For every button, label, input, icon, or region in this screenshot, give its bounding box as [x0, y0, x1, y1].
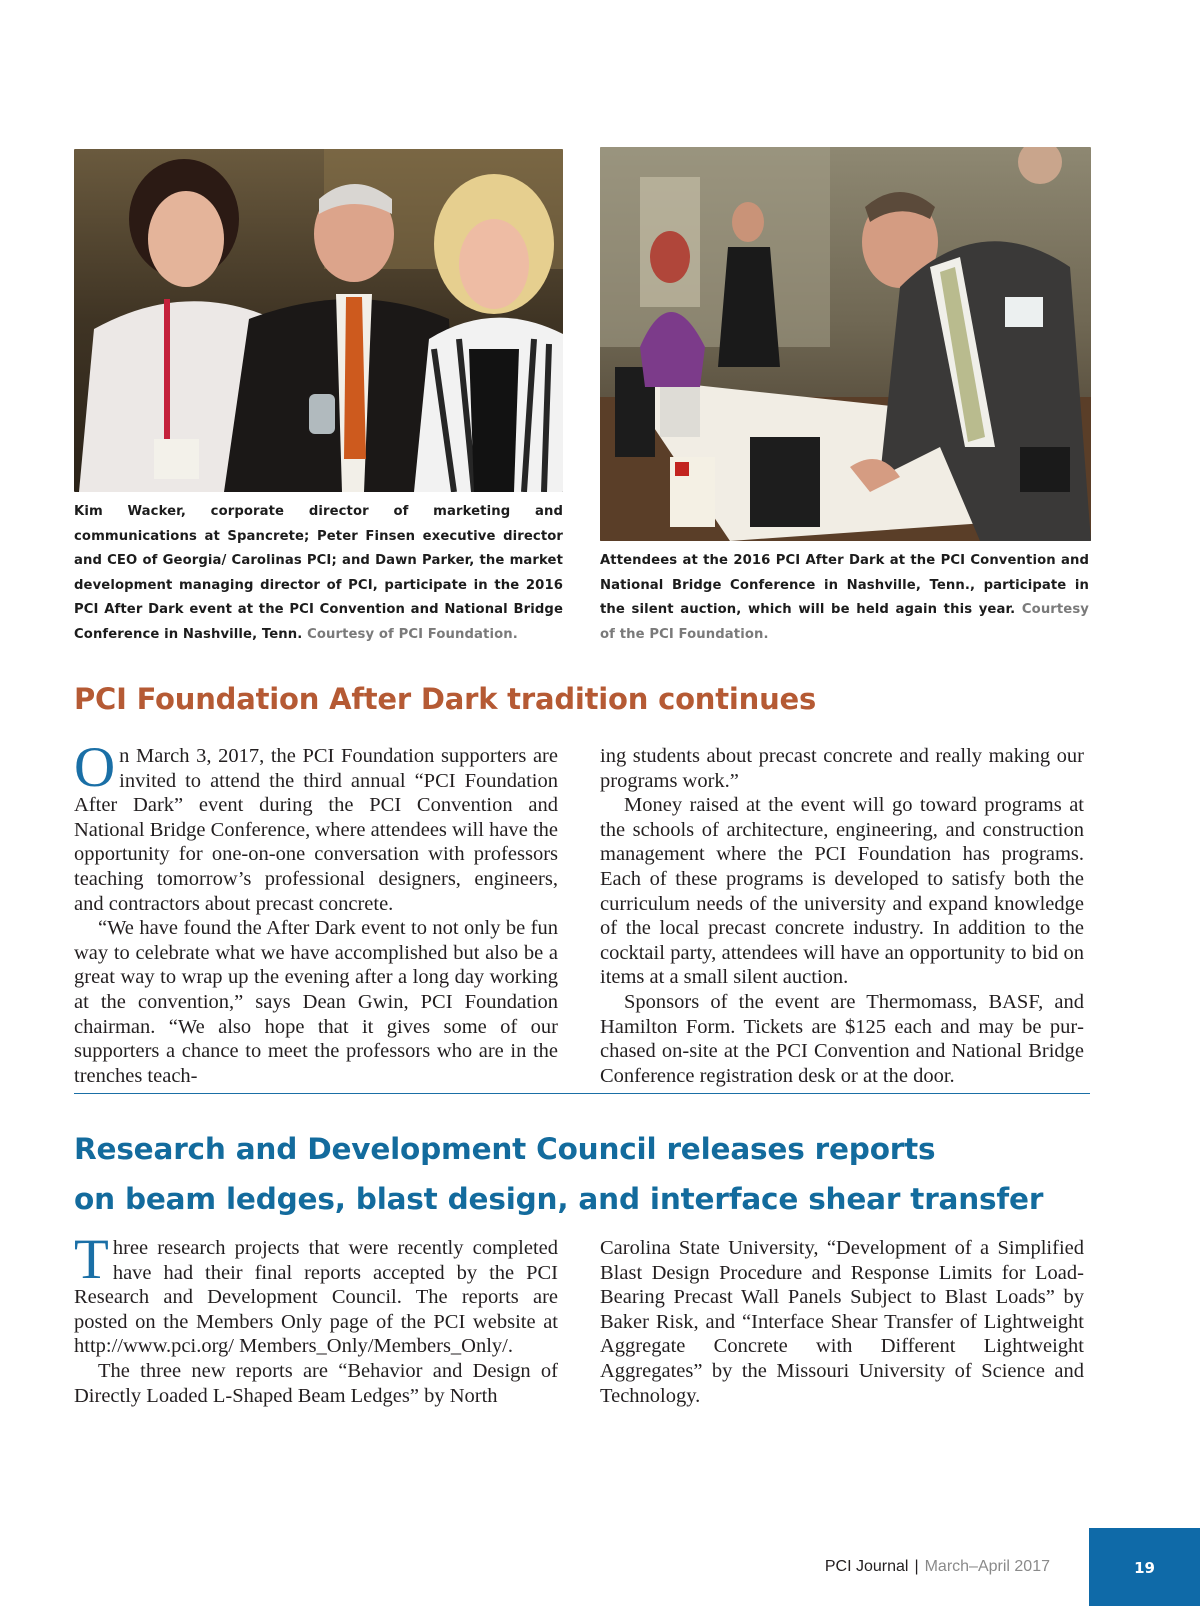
- article-column: [74, 736, 558, 1088]
- page-number-box: [1089, 1528, 1200, 1606]
- caption-text: Attendees at the 2016 PCI After Dark at the PCI Convention and National Bridge Conference in Nashville, Tenn., participate in the silent auction, which will be held again this year.: [600, 553, 1089, 617]
- drop-cap: T: [74, 1228, 109, 1291]
- article-paragraph: The three new reports are “Behavior and Design of Directly Loaded L-Shaped Beam Ledges” by North: [74, 1359, 558, 1407]
- section-divider: [74, 1093, 1090, 1094]
- page-footer: [825, 1558, 1050, 1576]
- paragraph-text: n March 3, 2017, the PCI Foundation supporters are invited to attend the third annual “PCI Foundation After Dark” event during the PCI Convention and National Bridge Conference, where attendees will have the opportunity for one-on-one conversation with professors teaching tomorrow’s professional designers, engineers, and contractors about precast concrete.: [74, 745, 558, 915]
- photo-credit: Courtesy of the PCI Foundation.: [600, 602, 1089, 642]
- paragraph-text: hree research projects that were recently completed have had their final reports accepted by the PCI Research and Development Council. The reports are posted on the Members Only page of the PCI website at http://www.pci.org/ Members_Only/Members_Only/.: [74, 1237, 558, 1358]
- photo-caption-left: [74, 500, 563, 647]
- article-column: [600, 744, 1084, 1088]
- photo-caption-right: [600, 549, 1089, 647]
- article-paragraph: [74, 736, 558, 916]
- article-paragraph: Carolina State University, “Development of a Simplified Blast Design Procedure and Response Limits for Load-Bearing Precast Wall Panels Subject to Blast Loads” by Baker Risk, and “Interface Shear Transfer of Lightweight Aggregate Concrete with Different Lightweight Aggregates” by the Missouri University of Science and Technology.: [600, 1237, 1084, 1407]
- headline-line: on beam ledges, blast design, and interface shear transfer: [74, 1182, 1044, 1216]
- article-column: [600, 1236, 1084, 1408]
- article-paragraph: Sponsors of the event are Thermomass, BASF, and Hamilton Form. Tickets are $125 each and may be purchased on-site at the PCI Convention and National Bridge Conference registration desk or at the door.: [600, 990, 1084, 1087]
- caption-text: Kim Wacker, corporate director of marketing and communications at Spancrete; Peter Finsen executive director and CEO of Georgia/ Carolinas PCI; and Dawn Parker, the market development managing director of PCI, participate in the 2016 PCI After Dark event at the PCI Convention and National Bridge Conference in Nashville, Tenn.: [74, 504, 563, 642]
- photo-three-attendees: [74, 149, 563, 492]
- article-paragraph: ing students about precast concrete and really making our programs work.”: [600, 745, 1084, 792]
- article-column: [74, 1228, 558, 1408]
- article-paragraph: “We have found the After Dark event to not only be fun way to celebrate what we have accomplished but also be a great way to wrap up the evening after a long day working at the convention,” says Dean Gwin, PCI Foundation chairman. “We also hope that it gives some of our supporters a chance to meet the professors who are in the trenches teach-: [74, 917, 558, 1087]
- article-paragraph: Money raised at the event will go toward programs at the schools of architecture, engineering, and construction management where the PCI Foundation has programs. Each of these programs is developed to satisfy both the curriculum needs of the university and expand knowledge of the local precast concrete industry. In addition to the cocktail party, attendees will have an opportunity to bid on items at a small silent auction.: [600, 794, 1084, 989]
- page-number: 19: [1134, 1559, 1155, 1577]
- article-headline: [74, 1124, 1043, 1224]
- photo-silent-auction: [600, 147, 1091, 541]
- article-headline: PCI Foundation After Dark tradition continues: [74, 682, 817, 716]
- photo-credit: Courtesy of PCI Foundation.: [307, 626, 518, 642]
- footer-separator: |: [914, 1558, 919, 1575]
- issue-date: March–April 2017: [924, 1558, 1050, 1575]
- article-paragraph: [74, 1228, 558, 1359]
- journal-name: PCI Journal: [824, 1558, 909, 1575]
- drop-cap: O: [74, 736, 116, 799]
- headline-line: Research and Development Council releases reports: [74, 1132, 936, 1166]
